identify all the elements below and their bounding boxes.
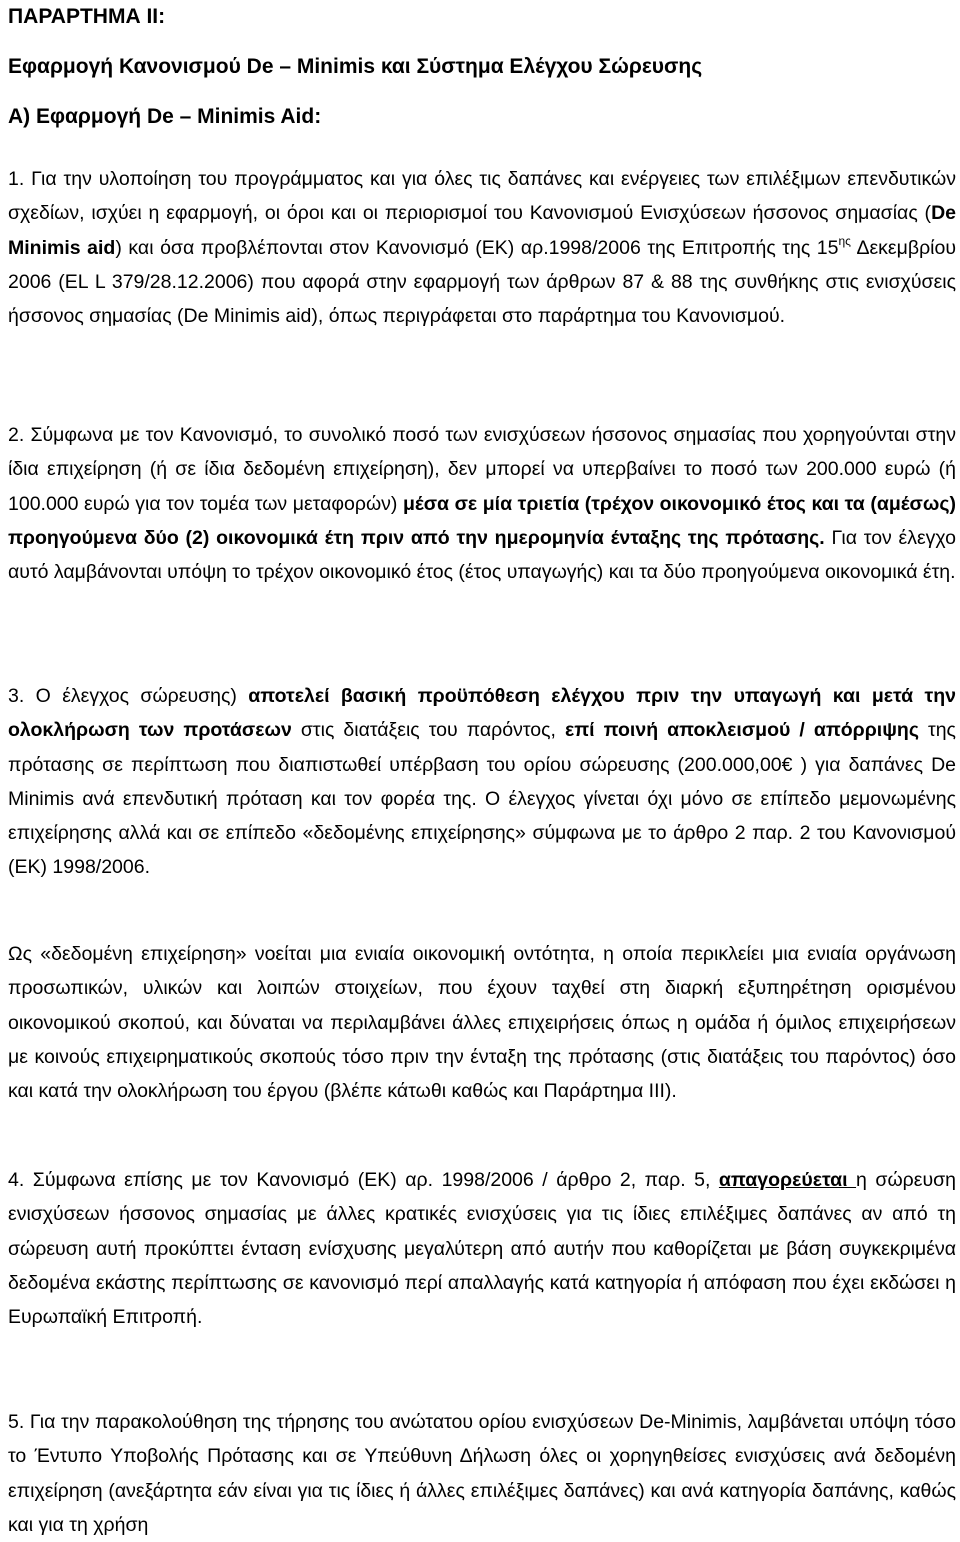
paragraph-1-text-c: Δεκεμβρίου 2006 (EL L 379/28.12.2006) που αφορά στην εφαρμογή των άρθρων 87 & 88 της συνθήκης στις ενισχύσεις ήσσονος σημασίας (De Minimis aid), όπως περιγράφεται στο παράρτημα του Κανονισμού.	[8, 236, 957, 328]
paragraph-3-text-c: της πρότασης σε περίπτωση που διαπιστωθεί υπέρβαση του ορίου σώρευσης (200.000,00€ ) για δαπάνες De Minimis ανά επενδυτική πρόταση και τον φορέα της. Ο έλεγχος γίνεται όχι μόνο σε επίπεδο μεμονωμένης επιχείρησης αλλά και σε επίπεδο «δεδομένης επιχείρησης» σύμφωνα με το άρθρο 2 παρ. 2 του Κανονισμού (ΕΚ) 1998/2006.	[8, 719, 956, 879]
paragraph-2-text-b: Για τον έλεγχο αυτό λαμβάνονται υπόψη το τρέχον οικονομικό έτος (έτος υπαγωγής) και τα δύο προηγούμενα οικονομικά έτη.	[8, 526, 956, 584]
document-heading: Εφαρμογή Κανονισμού De – Minimis και Σύστημα Ελέγχου Σώρευσης	[8, 55, 703, 78]
paragraph-2-text-a: 2. Σύμφωνα με τον Κανονισμό, το συνολικό ποσό των ενισχύσεων ήσσονος σημασίας που χορηγούνται στην ίδια επιχείρηση (ή σε ίδια δεδομένη επιχείρηση), δεν μπορεί να υπερβαίνει το ποσό των 200.000 ευρώ (ή 100.000 ευρώ για τον τομέα των μεταφορών)	[8, 424, 956, 515]
paragraph-2	[8, 418, 956, 589]
ordinal-superscript: ης	[838, 233, 851, 248]
paragraph-4-text-a: 4. Σύμφωνα επίσης με τον Κανονισμό (ΕΚ) αρ. 1998/2006 / άρθρο 2, παρ. 5,	[8, 1169, 719, 1191]
paragraph-4-text-b: η σώρευση ενισχύσεων ήσσονος σημασίας με άλλες κρατικές ενισχύσεις για τις ίδιες επιλέξιμες δαπάνες αν από τη σώρευση αυτή προκύπτει ένταση ενίσχυσης μεγαλύτερη από αυτήν που καθορίζεται με βάση συγκεκριμένα δεδομένα εκάστης περίπτωσης σε κανονισμό περί απαλλαγής κατά κατηγορία ή απόφαση που έχει εκδώσει η Ευρωπαϊκή Επιτροπή.	[8, 1169, 956, 1329]
paragraph-definition: Ως «δεδομένη επιχείρηση» νοείται μια ενιαία οικονομική οντότητα, η οποία περικλείει μια ενιαία οργάνωση προσωπικών, υλικών και λοιπών στοιχείων, που έχουν ταχθεί στη διαρκή εξυπηρέτηση ορισμένου οικονομικού σκοπού, και δύναται να περιλαμβάνει άλλες επιχειρήσεις όπως η ομάδα ή όμιλος επιχειρήσεων με κοινούς επιχειρηματικούς σκοπούς τόσο πριν την ένταξη της πρότασης (στις διατάξεις του παρόντος) όσο και κατά την ολοκλήρωση του έργου (βλέπε κάτωθι καθώς και Παράρτημα ΙΙΙ).	[8, 943, 956, 1103]
annex-title: ΠΑΡΑΡΤΗΜΑ ΙΙ:	[8, 5, 166, 28]
paragraph-2-bold-clause: μέσα σε μία τριετία (τρέχον οικονομικό έτος και τα (αμέσως) προηγούμενα δύο (2) οικονομικά έτη πριν από την ημερομηνία ένταξης της πρότασης.	[8, 492, 956, 549]
paragraph-3-text-a: 3. Ο έλεγχος σώρευσης)	[8, 685, 249, 707]
paragraph-3	[8, 679, 956, 885]
section-a-heading: Α) Εφαρμογή De – Minimis Aid:	[8, 105, 322, 128]
paragraph-4-bold-prohibited: απαγορεύεται	[718, 1169, 857, 1191]
paragraph-3-bold-clause-1: αποτελεί βασική προϋπόθεση ελέγχου πριν την υπαγωγή και μετά την ολοκλήρωση των προτάσεων	[8, 685, 956, 742]
paragraph-1-text-b: ) και όσα προβλέπονται στον Κανονισμό (ΕΚ) αρ.1998/2006 της Επιτροπής της 15	[115, 236, 839, 259]
paragraph-1-bold-term: De Minimis aid	[8, 202, 956, 259]
paragraph-3-text-b: στις διατάξεις του παρόντος,	[291, 719, 565, 742]
paragraph-5: 5. Για την παρακολούθηση της τήρησης του ανώτατου ορίου ενισχύσεων De-Minimis, λαμβάνεται υπόψη τόσο το Έντυπο Υποβολής Πρότασης και σε Υπεύθυνη Δήλωση όλες οι χορηγηθείσες ενισχύσεις ανά δεδομένη επιχείρηση (ανεξάρτητα εάν είναι για τις ίδιες ή άλλες επιλέξιμες δαπάνες) και ανά κατηγορία δαπάνης, καθώς και για τη χρήση	[8, 1411, 956, 1536]
paragraph-1-text-a: 1. Για την υλοποίηση του προγράμματος και για όλες τις δαπάνες και ενέργειες των επιλέξιμων επενδυτικών σχεδίων, ισχύει η εφαρμογή, οι όροι και οι περιορισμοί του Κανονισμού Ενισχύσεων ήσσονος σημασίας (	[8, 168, 956, 225]
paragraph-4	[8, 1163, 956, 1334]
paragraph-1	[8, 162, 956, 333]
paragraph-3-bold-clause-2: επί ποινή αποκλεισμού / απόρριψης	[564, 719, 919, 742]
